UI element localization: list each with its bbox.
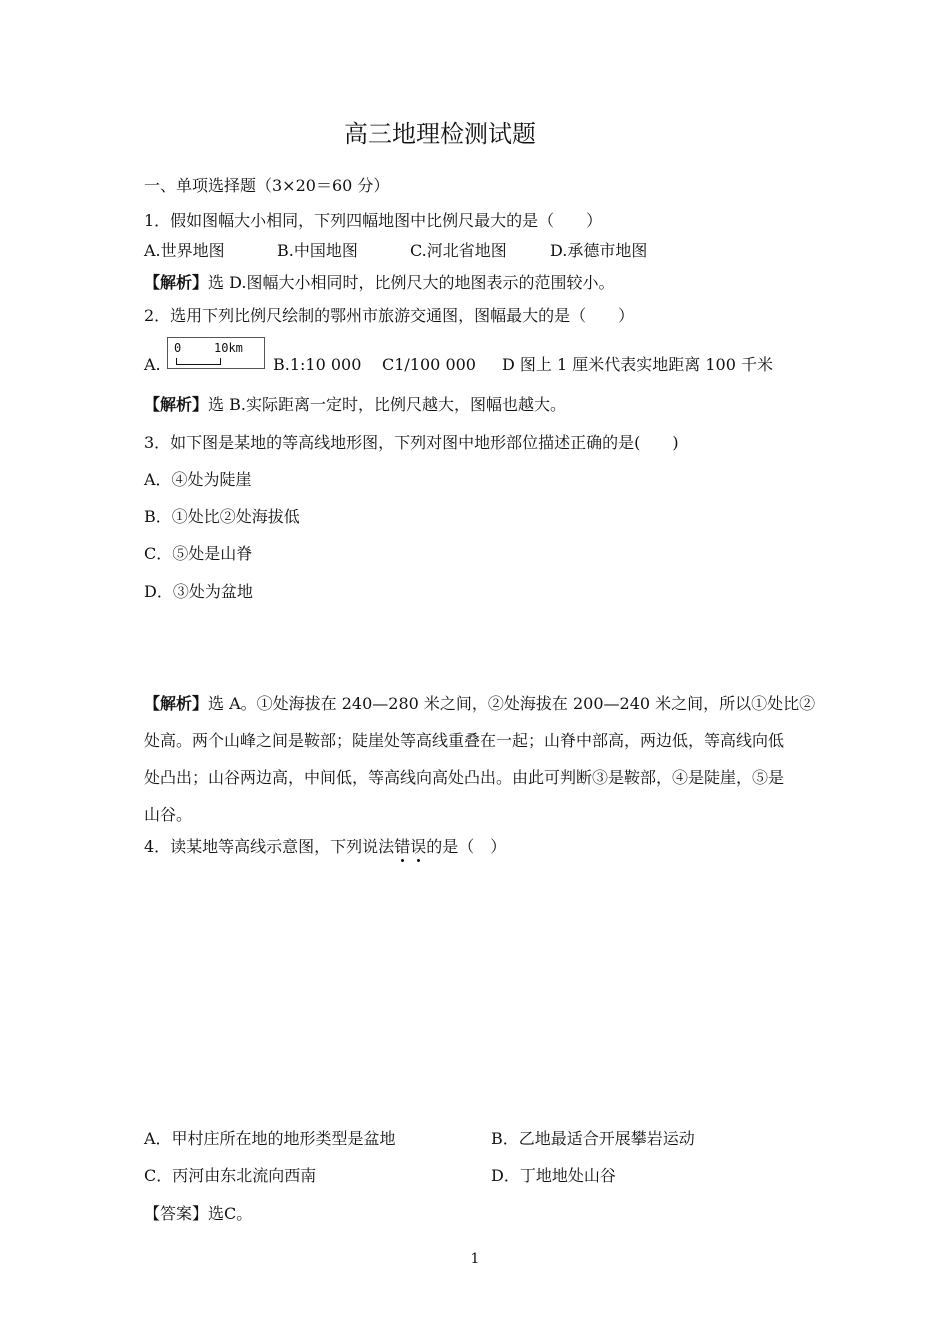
q4-emphasis-char-1: 错 <box>394 837 411 856</box>
q4-answer <box>144 1203 252 1225</box>
q4-stem <box>144 836 506 858</box>
scale-bar-figure <box>167 337 265 369</box>
scale-bar-label: 10km <box>214 341 243 355</box>
section-heading: 一、单项选择题（3×20＝60 分） <box>144 176 390 195</box>
page-number: 1 <box>470 1251 480 1267</box>
q3-analysis-line-2: 处高。两个山峰之间是鞍部；陡崖处等高线重叠在一起；山脊中部高，两边低，等高线向低 <box>144 731 785 750</box>
q1-stem: 1．假如图幅大小相同，下列四幅地图中比例尺最大的是（ ） <box>144 211 603 230</box>
q4-emphasis-char-2: 误 <box>410 837 427 856</box>
q3-option-d: D．③处为盆地 <box>144 582 253 601</box>
q2-option-a-prefix: A. <box>144 355 161 374</box>
q4-option-a: A．甲村庄所在地的地形类型是盆地 <box>144 1129 396 1148</box>
q3-option-b: B．①处比②处海拔低 <box>144 507 300 526</box>
q3-stem: 3．如下图是某地的等高线地形图，下列对图中地形部位描述正确的是( ) <box>144 433 679 452</box>
q1-analysis-text: 选 D.图幅大小相同时，比例尺大的地图表示的范围较小。 <box>208 273 615 292</box>
q4-stem-post: 的是（ ） <box>426 837 507 856</box>
q1-option-a: A.世界地图 <box>144 241 225 260</box>
q3-analysis-line-4: 山谷。 <box>144 805 193 824</box>
q3-option-c: C．⑤处是山脊 <box>144 544 253 563</box>
q3-analysis-line-1 <box>144 693 815 715</box>
q4-answer-text: 选C。 <box>208 1204 253 1223</box>
q1-analysis-tag: 【解析】 <box>144 273 209 292</box>
q2-analysis-tag: 【解析】 <box>144 395 209 414</box>
scale-bar-line <box>176 358 221 365</box>
q2-stem: 2．选用下列比例尺绘制的鄂州市旅游交通图，图幅最大的是（ ） <box>144 306 635 325</box>
q4-answer-tag: 【答案】 <box>144 1204 209 1223</box>
q4-option-d: D．丁地地处山谷 <box>491 1166 616 1185</box>
page-title: 高三地理检测试题 <box>344 120 536 148</box>
q2-analysis <box>144 394 566 416</box>
q2-option-d: D 图上 1 厘米代表实地距离 100 千米 <box>502 355 773 374</box>
q4-stem-emphasis-1 <box>394 837 410 856</box>
scale-bar-zero: 0 <box>174 341 182 355</box>
q4-option-b: B．乙地最适合开展攀岩运动 <box>491 1129 695 1148</box>
emphasis-dot <box>417 859 420 862</box>
q3-option-a: A．④处为陡崖 <box>144 470 252 489</box>
q2-analysis-text: 选 B.实际距离一定时，比例尺越大，图幅也越大。 <box>208 395 566 414</box>
q4-stem-emphasis-2 <box>410 837 426 856</box>
q1-option-b: B.中国地图 <box>277 241 358 260</box>
q4-stem-pre: 4．读某地等高线示意图，下列说法 <box>144 837 395 856</box>
q2-option-b: B.1:10 000 <box>273 355 362 374</box>
q1-option-c: C.河北省地图 <box>410 241 507 260</box>
q1-option-d: D.承德市地图 <box>550 241 648 260</box>
q3-analysis-text-1: 选 A。①处海拔在 240—280 米之间，②处海拔在 200—240 米之间，所以①处比② <box>208 694 816 713</box>
emphasis-dot <box>401 859 404 862</box>
q2-option-c: C1/100 000 <box>382 355 476 374</box>
q3-analysis-line-3: 处凸出；山谷两边高，中间低，等高线向高处凸出。由此可判断③是鞍部，④是陡崖，⑤是 <box>144 768 785 787</box>
q1-analysis <box>144 272 614 294</box>
q4-option-c: C．丙河由东北流向西南 <box>144 1166 317 1185</box>
q3-analysis-tag: 【解析】 <box>144 694 209 713</box>
